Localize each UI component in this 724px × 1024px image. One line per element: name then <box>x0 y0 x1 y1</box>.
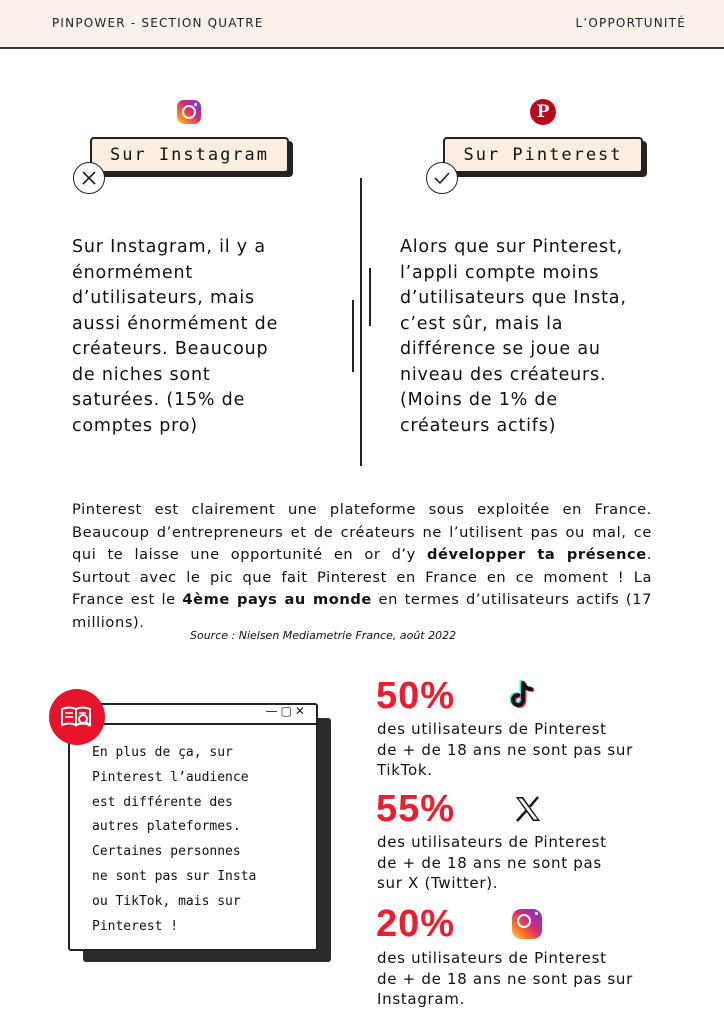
cross-icon <box>73 162 105 194</box>
opportunity-paragraph: Pinterest est clairement une plateforme sous exploitée en France. Beaucoup d’entrepreneurs et de créateurs ne l’utilisent pas ou mal, ce qui te laisse une opportunité en or d’y développer ta présence. Surtout avec le pic que fait Pinterest en France en ce moment ! La France est le 4ème pays au monde en termes d’utilisateurs actifs (17 millions). <box>72 501 652 631</box>
stat-value-instagram: 20% <box>376 903 456 945</box>
pinterest-description: Alors que sur Pinterest, l’appli compte moins d’utilisateurs que Insta, c’est sûr, mais la différence se joue au niveau des créateurs. (Moins de 1% de créateurs actifs) <box>400 237 627 436</box>
audience-window <box>68 703 318 951</box>
column-divider-accent-right <box>369 268 371 326</box>
check-icon <box>426 162 458 194</box>
tag-sur-instagram: Sur Instagram <box>90 137 289 173</box>
instagram-icon <box>177 100 201 124</box>
highlight-4eme-pays: 4ème pays au monde <box>182 591 372 608</box>
source-citation: Source : Nielsen Mediametrie France, août 2022 <box>190 629 457 642</box>
highlight-developper: développer ta présence <box>427 546 647 563</box>
pinterest-icon: P <box>530 99 556 125</box>
stat-value-x: 55% <box>376 788 456 830</box>
header-section-title: PINPOWER - SECTION QUATRE <box>52 16 264 30</box>
stat-text-x: des utilisateurs de Pinterest de + de 18 ans ne sont pas sur X (Twitter). <box>377 833 607 892</box>
header-chapter-title: L’OPPORTUNITÉ <box>575 16 686 30</box>
page-header <box>0 0 724 49</box>
stat-text-tiktok: des utilisateurs de Pinterest de + de 18 ans ne sont pas sur TikTok. <box>377 720 633 779</box>
column-divider <box>360 178 362 466</box>
instagram-description: Sur Instagram, il y a énormément d’utilisateurs, mais aussi énormément de créateurs. Beaucoup de niches sont saturées. (15% de comptes pro) <box>72 237 279 436</box>
stat-text-instagram: des utilisateurs de Pinterest de + de 18 ans ne sont pas sur Instagram. <box>377 949 633 1008</box>
audience-text: En plus de ça, sur Pinterest l’audience est différente des autres plateformes. Certaines personnes ne sont pas sur Insta ou TikTok, mais sur Pinterest ! <box>92 745 257 934</box>
tiktok-icon <box>505 678 539 712</box>
tag-sur-pinterest: Sur Pinterest <box>443 137 643 173</box>
window-controls[interactable]: —▢✕ <box>265 704 308 718</box>
book-search-icon <box>49 689 105 745</box>
stat-value-tiktok: 50% <box>376 675 456 717</box>
column-divider-accent-left <box>352 300 354 372</box>
window-title-bar <box>70 705 316 725</box>
x-twitter-icon <box>513 794 543 824</box>
instagram-icon <box>512 909 542 939</box>
